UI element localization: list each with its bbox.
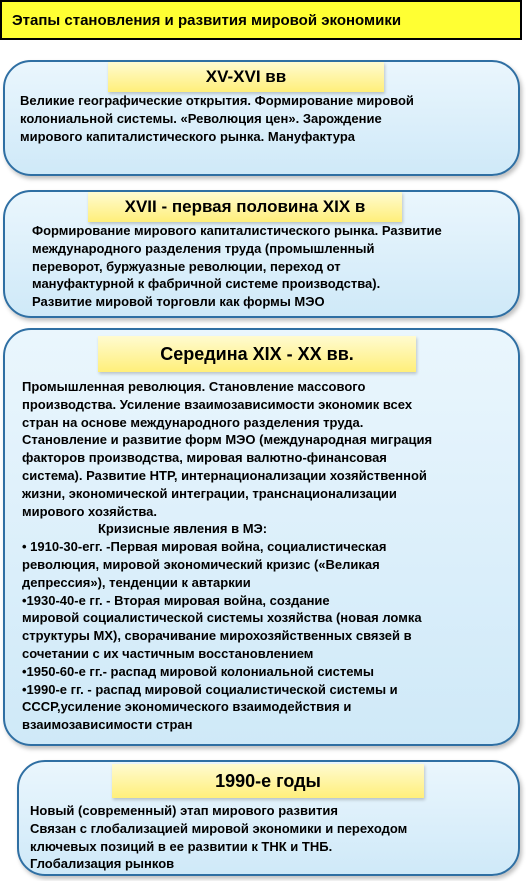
stage-3-line: структуры МХ), сворачивание мирохозяйственных связей в bbox=[22, 628, 412, 644]
stage-3-line: •1930-40-е гг. - Вторая мировая война, создание bbox=[22, 592, 330, 608]
stage-1-line: Великие географические открытия. Формирование мировой bbox=[20, 93, 414, 108]
stage-2-line: Формирование мирового капиталистического рынка. Развитие bbox=[32, 223, 442, 238]
stage-3-line: СССР,усиление экономического взаимодействия и bbox=[22, 699, 352, 715]
stage-3-line: стран на основе международного разделения труда. bbox=[22, 414, 364, 430]
stage-text-1 bbox=[20, 92, 414, 145]
stage-3-line: мировой социалистической системы хозяйства (новая ломка bbox=[22, 610, 422, 626]
stage-3-line: революция, мировой экономический кризис («Великая bbox=[22, 556, 380, 572]
stage-label-1: XV-XVI вв bbox=[108, 62, 384, 92]
page-title: Этапы становления и развития мировой экономики bbox=[12, 12, 402, 29]
stage-1-line: мирового капиталистического рынка. Мануфактура bbox=[20, 128, 355, 144]
stage-label-2: XVII - первая половина XIX в bbox=[88, 192, 402, 222]
stage-4-line: Глобализация рынков bbox=[30, 856, 175, 872]
stage-3-line: жизни, экономической интеграции, транснационализации bbox=[22, 485, 397, 501]
stage-3-line: •1990-е гг. - распад мировой социалистической системы и bbox=[22, 681, 398, 697]
stage-3-line: сочетании с их частичным восстановлением bbox=[22, 645, 314, 661]
stage-3-line: •1950-60-е гг.- распад мировой колониальной системы bbox=[22, 663, 375, 679]
stage-3-line: система). Развитие НТР, интернационализации хозяйственной bbox=[22, 467, 427, 483]
crisis-heading: Кризисные явления в МЭ: bbox=[98, 521, 268, 537]
stage-3-line: взаимозависимости стран bbox=[22, 717, 193, 733]
stage-2-line: Развитие мировой торговли как формы МЭО bbox=[32, 294, 325, 310]
stage-3-line: • 1910-30-егг. -Первая мировая война, социалистическая bbox=[22, 539, 387, 555]
stage-3-line: факторов производства, мировая валютно-финансовая bbox=[22, 450, 387, 466]
stage-label-4: 1990-е годы bbox=[112, 764, 424, 798]
stage-3-line: депрессия»), тенденции к автаркии bbox=[22, 574, 251, 590]
stage-4-line: Новый (современный) этап мирового развития bbox=[30, 803, 338, 818]
stage-label-3: Середина XIX - XX вв. bbox=[98, 336, 416, 372]
stage-1-line: колониальной системы. «Революция цен». Зарождение bbox=[20, 110, 382, 126]
stage-text-2 bbox=[32, 222, 442, 311]
stage-2-line: мануфактурной к фабричной системе производства). bbox=[32, 276, 381, 292]
stage-3-line: Промышленная революция. Становление массового bbox=[22, 379, 366, 394]
stage-text-4 bbox=[30, 802, 407, 873]
stage-text-3 bbox=[22, 378, 432, 734]
stage-3-line: мирового хозяйства. bbox=[22, 503, 158, 519]
stage-4-line: Связан с глобализацией мировой экономики и переходом bbox=[30, 820, 408, 836]
stage-3-line: производства. Усиление взаимозависимости экономик всех bbox=[22, 396, 413, 412]
stage-4-line: ключевых позиций в ее развитии к ТНК и ТНБ. bbox=[30, 838, 333, 854]
stage-2-line: переворот, буржуазные революции, переход от bbox=[32, 258, 341, 274]
stage-2-line: международного разделения труда (промышленный bbox=[32, 240, 375, 256]
title-bar bbox=[0, 0, 522, 40]
stage-3-line: Становление и развитие форм МЭО (международная миграция bbox=[22, 432, 433, 448]
